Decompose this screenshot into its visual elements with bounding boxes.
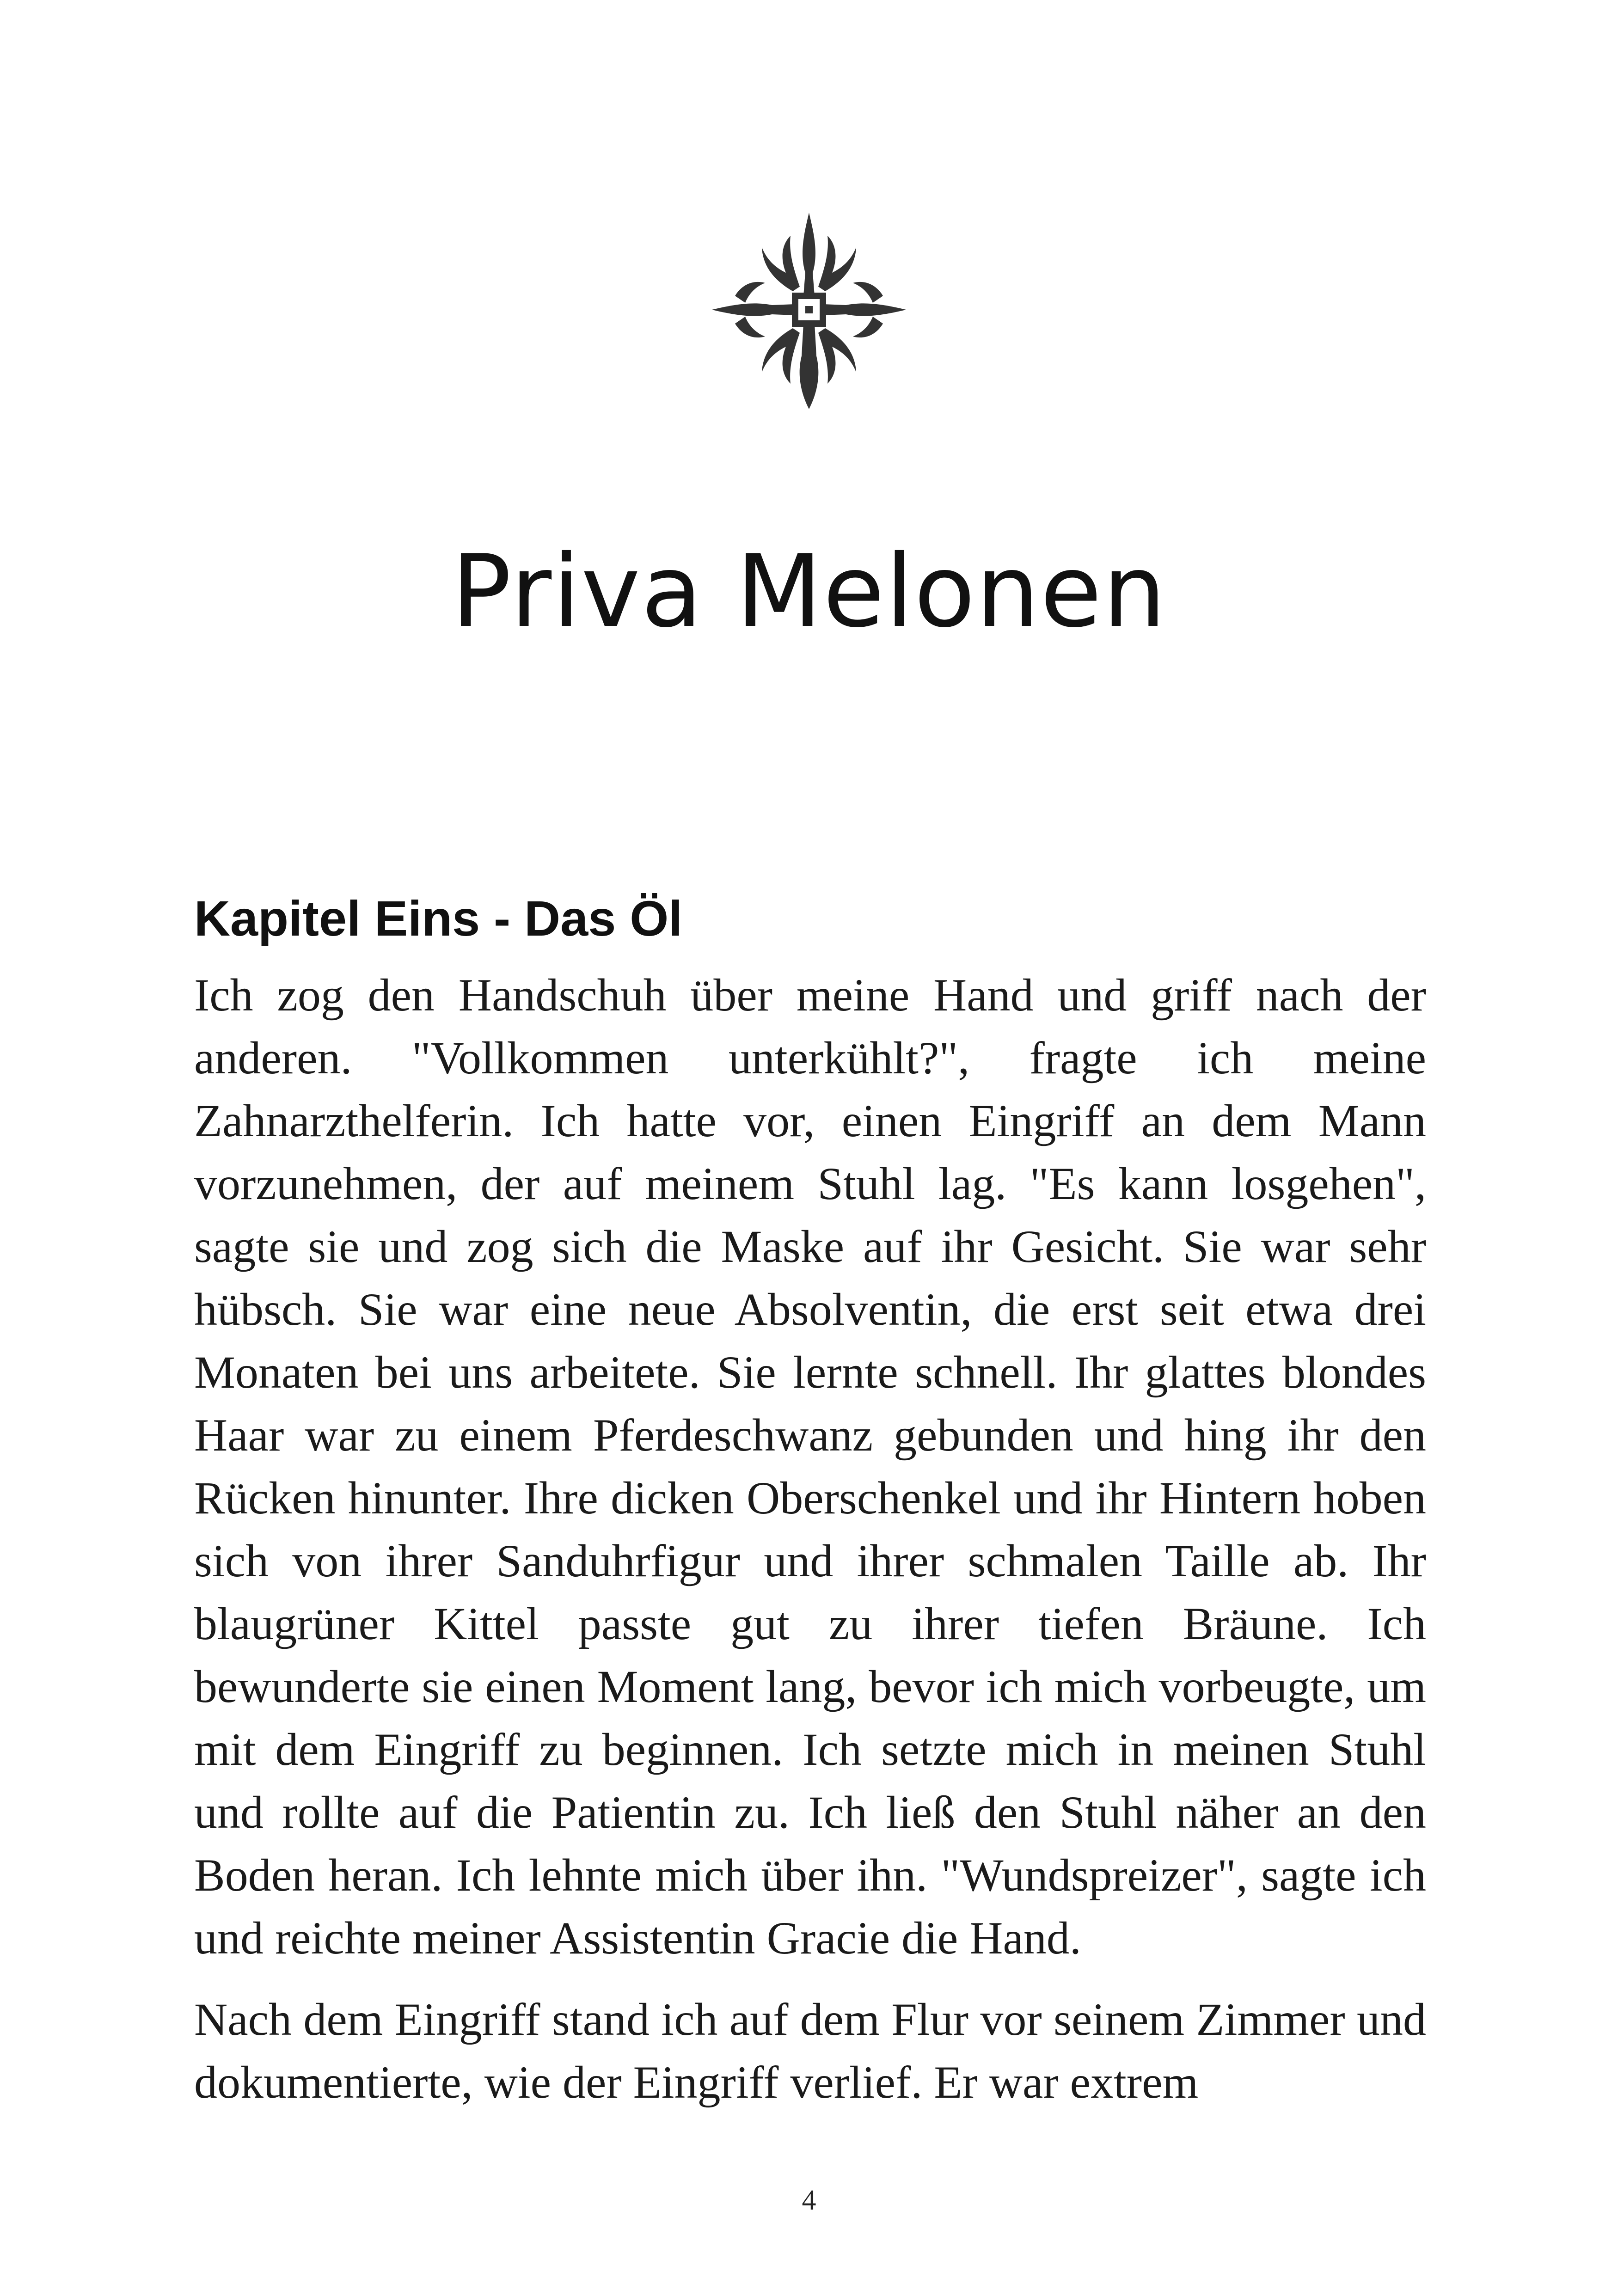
- paragraph: Nach dem Eingriff stand ich auf dem Flur vor seinem Zimmer und dokumentierte, wie der Eingriff verlief. Er war extrem: [194, 1994, 1426, 2108]
- chapter-body: [194, 964, 1426, 2132]
- paragraph: Ich zog den Handschuh über meine Hand und griff nach der anderen. "Vollkommen unterkühlt?", fragte ich meine Zahnarzthelferin. Ich hatte vor, einen Eingriff an dem Mann vorzunehmen, der auf meinem Stuhl lag. "Es kann losgehen", sagte sie und zog sich die Maske auf ihr Gesicht. Sie war sehr hübsch. Sie war eine neue Absolventin, die erst seit etwa drei Monaten bei uns arbeitete. Sie lernte schnell. Ihr glattes blondes Haar war zu einem Pferdeschwanz gebunden und hing ihr den Rücken hinunter. Ihre dicken Oberschenkel und ihr Hintern hoben sich von ihrer Sanduhrfigur und ihrer schmalen Taille ab. Ihr blaugrüner Kittel passte gut zu ihrer tiefen Bräune. Ich bewunderte sie einen Moment lang, bevor ich mich vorbeugte, um mit dem Eingriff zu beginnen. Ich setzte mich in meinen Stuhl und rollte auf die Patientin zu. Ich ließ den Stuhl näher an den Boden heran. Ich lehnte mich über ihn. "Wundspreizer", sagte ich und reichte meiner Assistentin Gracie die Hand.: [194, 969, 1426, 1964]
- book-title: Priva Melonen: [451, 533, 1167, 649]
- ornamental-cross-icon: [707, 203, 911, 416]
- chapter-heading: Kapitel Eins - Das Öl: [194, 890, 683, 946]
- page-number: 4: [802, 2185, 816, 2216]
